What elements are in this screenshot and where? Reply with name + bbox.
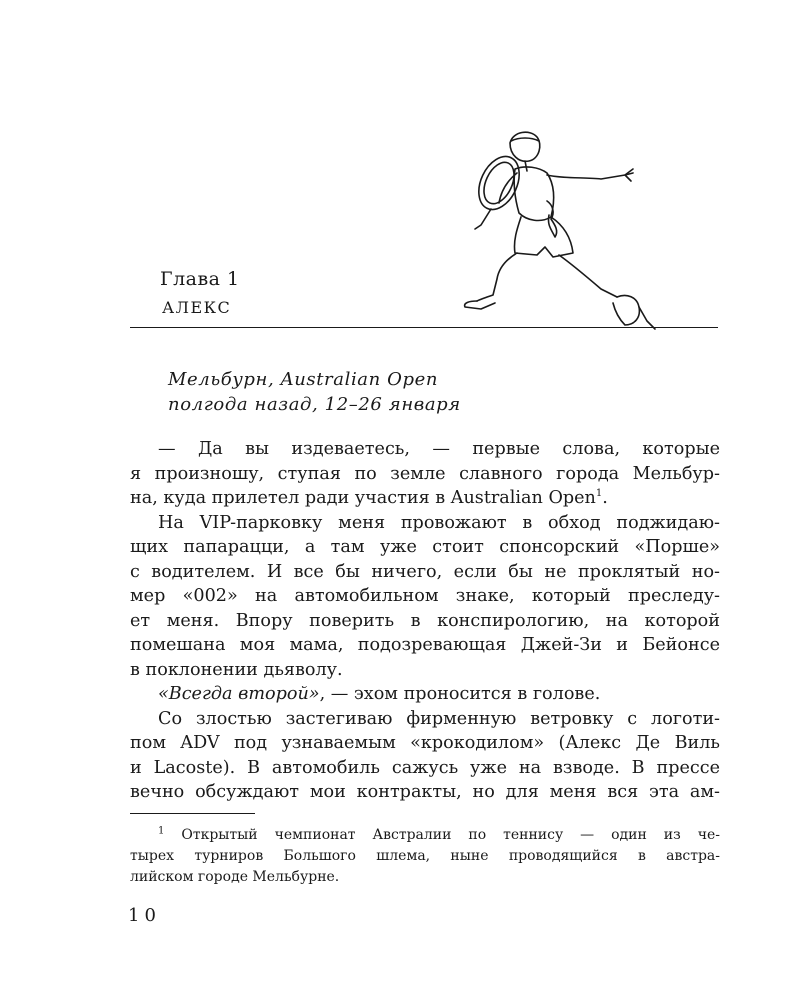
paragraph-4-line: вечно обсуждают мои контракты, но для меня вся эта ам- — [130, 782, 720, 802]
paragraph-1-line: — Да вы издеваетесь, — первые слова, которые — [158, 439, 720, 459]
paragraph-1-line: я произношу, ступая по земле славного города Мельбур- — [130, 463, 720, 484]
footnote-divider — [130, 813, 255, 814]
paragraph-2-line: с водителем. И все бы ничего, если бы не проклятый но- — [130, 561, 720, 582]
footnote-line: $^1$ Открытый чемпионат Австралии по теннису — один из че- — [158, 825, 721, 843]
chapter-title: АЛЕКС — [162, 298, 232, 317]
paragraph-4-line: Со злостью застегиваю фирменную ветровку с логоти- — [158, 708, 720, 729]
footnote-number: 1 — [158, 825, 165, 837]
footnote-ref: 1 — [595, 488, 603, 500]
paragraph-4-line: и Lacoste). В автомобиль сажусь уже на взводе. В прессе — [130, 757, 720, 778]
paragraph-2-line: ет меня. Впору поверить в конспирологию, на которой — [130, 610, 720, 631]
epigraph — [168, 367, 461, 417]
paragraph-2-line: На VIP-парковку меня провожают в обход поджидаю- — [158, 512, 720, 533]
chapter-divider — [130, 327, 718, 328]
body-text — [130, 437, 720, 805]
paragraph-2-line: мер «002» на автомобильном знаке, который преследу- — [130, 586, 720, 606]
footnote-line: лийском городе Мельбурне. — [130, 869, 340, 885]
footnote — [130, 825, 720, 888]
tennis-player-illustration — [455, 125, 660, 335]
paragraph-2-line: щих папарацци, а там уже стоит спонсорский «Порше» — [130, 537, 720, 557]
epigraph-date: полгода назад, 12–26 января — [168, 394, 461, 415]
paragraph-3-line: «Всегда второй», — эхом проносится в голове. — [158, 684, 601, 704]
page-number: 10 — [128, 905, 161, 926]
paragraph-4-line: пом ADV под узнаваемым «крокодилом» (Алекс Де Виль — [130, 733, 720, 753]
footnote-line: тырех турниров Большого шлема, ныне проводящийся в австра- — [130, 848, 720, 864]
paragraph-2-line: в поклонении дьяволу. — [130, 659, 343, 680]
paragraph-2-line: помешана моя мама, подозревающая Джей-Зи и Бейонсе — [130, 635, 720, 655]
epigraph-place: Мельбурн, Australian Open — [168, 369, 439, 390]
chapter-label: Глава 1 — [160, 268, 240, 290]
paragraph-1-line: на, куда прилетел ради участия в Australian Open$^1$. — [130, 488, 608, 508]
italic-quote: «Всегда второй» — [158, 684, 320, 704]
